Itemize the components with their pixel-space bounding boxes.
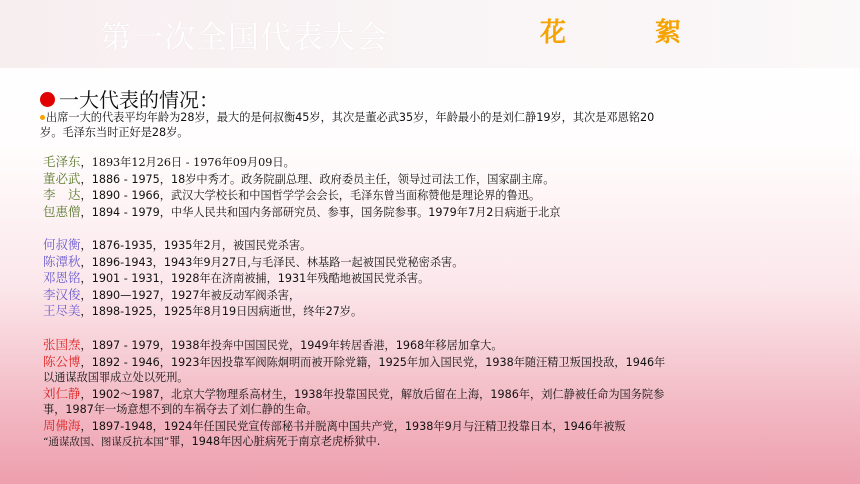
delegate-entry [43, 237, 673, 254]
delegate-entry [43, 171, 673, 188]
orange-bullet-icon [40, 115, 45, 120]
delegate-name: 刘仁静 [43, 385, 81, 401]
delegates-group-2 [43, 237, 673, 320]
intro-paragraph [40, 110, 660, 140]
delegate-entry [43, 354, 673, 386]
delegate-info: ，1897-1948，1924年任国民党宣传部秘书并脱离中国共产党，1938年9月与汪精卫投靠日本，1946年被叛 [80, 419, 626, 433]
delegate-name: 毛泽东 [43, 154, 81, 169]
delegate-info: ，1892 - 1946，1923年因投靠军阀陈炯明而被开除党籍，1925年加入国民党，1938年随汪精卫叛国投敌，1946年以通谋敌国罪成立处以死刑。 [43, 355, 666, 384]
delegate-info: ，1886 - 1975，18岁中秀才。政务院副总理、政府委员主任，领导过司法工作，国家副主席。 [80, 172, 555, 186]
delegate-entry [43, 254, 673, 271]
delegate-name: 包惠僧 [43, 203, 81, 219]
delegate-name: 董必武 [43, 170, 81, 186]
highlight-char-2: 絮 [655, 18, 682, 48]
delegate-entry [43, 154, 673, 171]
highlight-char-1: 花 [540, 18, 567, 48]
delegate-entry [43, 337, 673, 354]
delegate-name: 王尽美 [43, 303, 81, 318]
delegate-name: 张国焘 [43, 337, 81, 352]
intro-text: 出席一大的代表平均年龄为28岁，最大的是何叔衡45岁，其次是董必武35岁，年龄最小的是刘仁静19岁，其次是邓恩铭20岁。毛泽东当时正好是28岁。 [40, 111, 655, 139]
delegate-info: ，1897 - 1979，1938年投奔中国国民党，1949年转居香港，1968年移居加拿大。 [80, 339, 503, 352]
delegate-quote: “通谋敌国、图谋反抗本国” [43, 436, 170, 448]
delegate-info: ，1898-1925，1925年8月19日因病逝世，终年27岁。 [80, 305, 363, 318]
delegate-entry [43, 187, 673, 204]
slide-title: 第一次全国代表大会 [100, 20, 388, 56]
delegate-name: 邓恩铭 [43, 270, 81, 285]
delegate-info-tail: 罪，1948年因心脏病死于南京老虎桥狱中. [169, 435, 381, 448]
delegate-info: ，1876-1935，1935年2月，被国民党杀害。 [80, 239, 312, 252]
delegate-entry [43, 386, 673, 418]
delegate-info: ，1902～1987，北京大学物理系高材生，1938年投靠国民党，解放后留在上海，1986年，刘仁静被任命为国务院参事，1987年一场意想不到的车祸夺去了刘仁静的生命。 [43, 387, 665, 416]
delegate-info: ，1901 - 1931，1928年在济南被捕，1931年残酷地被国民党杀害。 [80, 272, 430, 285]
delegates-group-3 [43, 337, 673, 451]
delegate-name: 李 达 [43, 187, 81, 202]
delegate-name: 陈潭秋 [43, 253, 81, 269]
section-heading-text: 一大代表的情况： [59, 88, 219, 112]
delegate-info: ，1896-1943，1943年9月27日,与毛泽民、林基路一起被国民党秘密杀害。 [80, 255, 464, 269]
delegate-info: ，1890—1927，1927年被反动军阀杀害， [80, 288, 301, 302]
section-heading [40, 84, 219, 113]
delegate-entry [43, 204, 673, 221]
delegate-entry [43, 270, 673, 287]
delegate-info: ，1894 - 1979，中华人民共和国内务部研究员、参事，国务院参事。1979年7月2日病逝于北京 [80, 205, 561, 219]
delegate-entry [43, 418, 673, 451]
delegate-info: ，1890 - 1966，武汉大学校长和中国哲学学会会长，毛泽东曾当面称赞他是理论界的鲁迅。 [80, 189, 541, 202]
delegate-name: 陈公博 [43, 353, 81, 369]
delegate-entry [43, 303, 673, 320]
delegate-name: 何叔衡 [43, 237, 81, 252]
delegate-entry [43, 287, 673, 304]
delegate-name: 周佛海 [43, 417, 81, 433]
delegate-name: 李汉俊 [43, 286, 81, 302]
delegate-info: ，1893年12月26日 - 1976年09月09日。 [80, 156, 295, 169]
delegates-group-1 [43, 154, 673, 220]
red-bullet-icon [40, 92, 55, 107]
